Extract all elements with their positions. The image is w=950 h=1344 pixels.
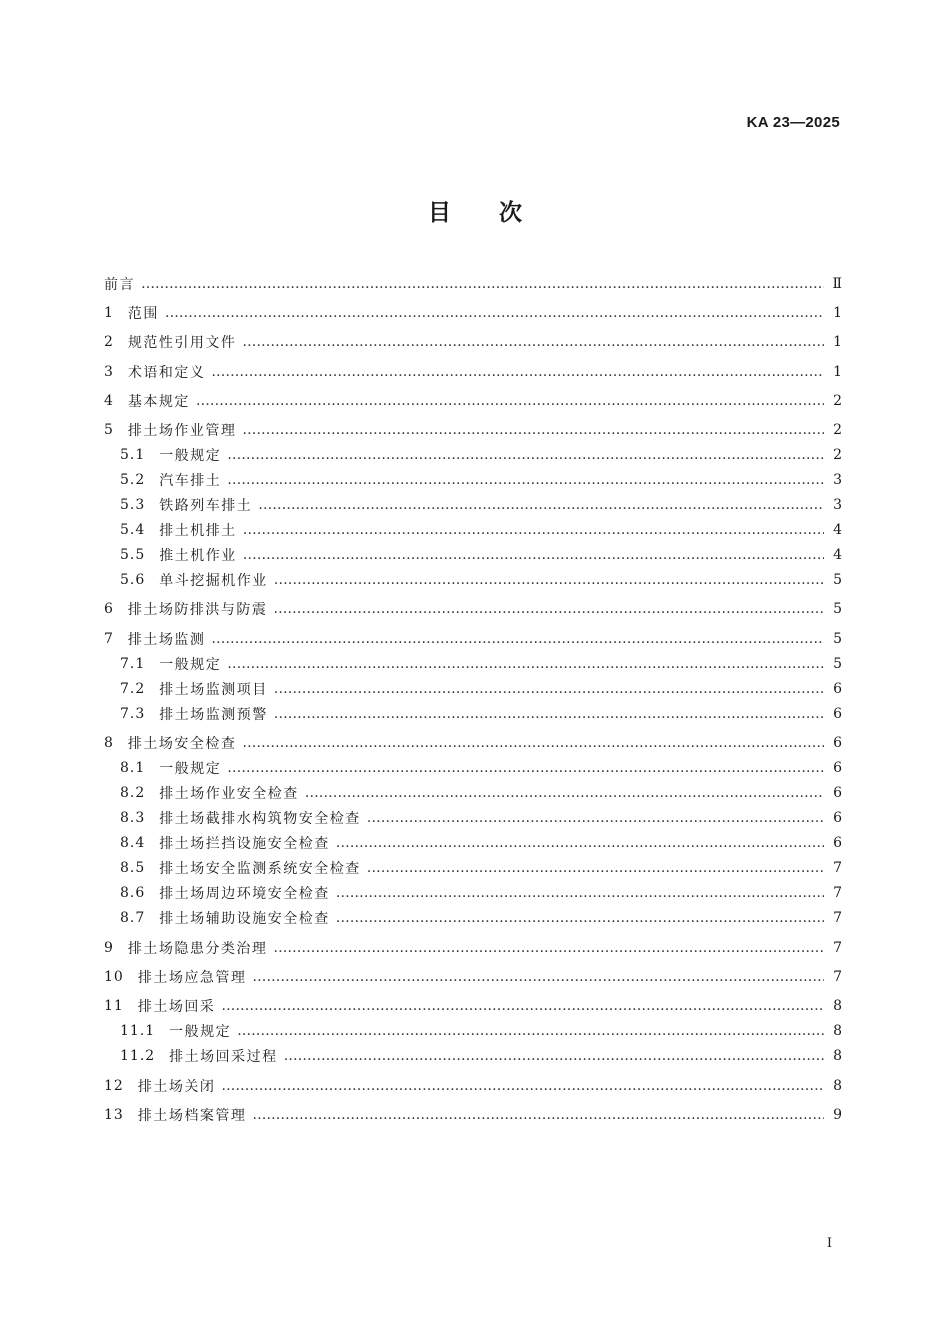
dot-leader <box>165 305 824 321</box>
toc-entry-number: 11 <box>104 998 124 1014</box>
toc-entry[interactable] <box>104 597 842 621</box>
toc-entry-page: 6 <box>833 735 842 751</box>
dot-leader <box>242 735 824 751</box>
dot-leader <box>273 601 824 617</box>
toc-entry-label: 排土场截排水构筑物安全检查 <box>159 811 361 827</box>
toc-entry-page: 4 <box>833 522 842 538</box>
dot-leader <box>242 422 824 438</box>
toc-entry[interactable] <box>120 493 842 517</box>
toc-entry-page: 2 <box>833 447 842 463</box>
standard-code: KA 23—2025 <box>746 114 840 131</box>
toc-entry-number: 12 <box>104 1078 124 1094</box>
toc-entry-page: 5 <box>833 601 842 617</box>
toc-entry-label: 排土机排土 <box>159 523 237 539</box>
toc-entry[interactable] <box>104 360 842 384</box>
toc-entry-label: 范围 <box>127 306 159 322</box>
dot-leader <box>141 276 824 292</box>
toc-entry-page: 6 <box>833 681 842 697</box>
toc-entry-number: 7 <box>104 631 114 647</box>
toc-entry-number: 7.2 <box>120 681 146 697</box>
toc-entry-page: 4 <box>833 547 842 563</box>
toc-entry[interactable] <box>120 518 842 542</box>
dot-leader <box>274 572 824 588</box>
dot-leader <box>336 835 824 851</box>
toc-entry[interactable] <box>120 652 842 676</box>
toc-entry[interactable] <box>120 781 842 805</box>
toc-entry-page: 6 <box>833 760 842 776</box>
toc-entry-number: 8.1 <box>120 760 146 776</box>
toc-entry[interactable] <box>120 443 842 467</box>
toc-entry-page: 7 <box>833 969 842 985</box>
dot-leader <box>227 656 824 672</box>
toc-entry-number: 3 <box>104 364 114 380</box>
toc-entry-number: 1 <box>104 305 114 321</box>
toc-entry-page: 6 <box>833 810 842 826</box>
toc-entry-page: 6 <box>833 785 842 801</box>
toc-entry-label: 一般规定 <box>169 1024 232 1040</box>
toc-entry-page: 1 <box>833 334 842 350</box>
toc-entry-number: 5.3 <box>120 497 146 513</box>
toc-entry-label: 排土场回采 <box>137 999 216 1015</box>
toc-entry[interactable] <box>104 731 842 755</box>
toc-entry[interactable] <box>104 965 842 989</box>
dot-leader <box>221 998 824 1014</box>
toc-entry-label: 单斗挖掘机作业 <box>159 573 268 589</box>
toc-entry-number: 8.7 <box>120 910 146 926</box>
toc-entry-label: 基本规定 <box>127 394 190 410</box>
toc-entry-label: 推土机作业 <box>159 548 237 564</box>
toc-entry[interactable] <box>104 994 842 1018</box>
toc-entry[interactable] <box>120 1044 842 1068</box>
dot-leader <box>211 631 824 647</box>
toc-entry-number: 11.2 <box>120 1048 156 1064</box>
toc-entry-page: 7 <box>833 860 842 876</box>
toc-entry[interactable] <box>120 831 842 855</box>
toc-entry[interactable] <box>104 1074 842 1098</box>
toc-entry-page: 3 <box>833 497 842 513</box>
toc-entry-label: 排土场防排洪与防震 <box>127 602 268 618</box>
dot-leader <box>221 1078 824 1094</box>
toc-entry-number: 8.3 <box>120 810 146 826</box>
toc-entry[interactable] <box>104 1103 842 1127</box>
toc-entry[interactable] <box>120 856 842 880</box>
dot-leader <box>252 1107 824 1123</box>
toc-entry-label: 排土场回采过程 <box>169 1049 278 1065</box>
dot-leader <box>252 969 824 985</box>
toc-entry-page: 5 <box>833 631 842 647</box>
toc-entry[interactable] <box>104 272 842 296</box>
toc-entry[interactable] <box>104 627 842 651</box>
toc-entry-label: 一般规定 <box>159 657 222 673</box>
toc-entry-number: 2 <box>104 334 114 350</box>
dot-leader <box>243 547 824 563</box>
toc-entry-number: 8.5 <box>120 860 146 876</box>
toc-entry[interactable] <box>120 906 842 930</box>
toc-entry-label: 排土场监测 <box>127 632 206 648</box>
toc-entry-label: 排土场监测预警 <box>159 707 268 723</box>
toc-entry-page: 1 <box>833 305 842 321</box>
toc-entry-number: 5.4 <box>120 522 146 538</box>
toc-entry-number: 5 <box>104 422 114 438</box>
toc-entry-label: 排土场周边环境安全检查 <box>159 886 330 902</box>
toc-entry-number: 8 <box>104 735 114 751</box>
dot-leader <box>274 681 824 697</box>
toc-entry-label: 一般规定 <box>159 761 222 777</box>
toc-entry-label: 一般规定 <box>159 448 222 464</box>
toc-entry-page: 2 <box>833 422 842 438</box>
toc-entry-number: 13 <box>104 1107 124 1123</box>
toc-entry-label: 排土场作业管理 <box>127 423 237 439</box>
toc-entry-label: 排土场监测项目 <box>159 682 268 698</box>
toc-entry-number: 11.1 <box>120 1023 156 1039</box>
toc-entry-page: 8 <box>833 1048 842 1064</box>
dot-leader <box>336 910 824 926</box>
toc-entry-page: 3 <box>833 472 842 488</box>
dot-leader <box>336 885 824 901</box>
toc-entry-label: 规范性引用文件 <box>127 335 237 351</box>
toc-entry-number: 7.1 <box>120 656 146 672</box>
toc-entry[interactable] <box>120 468 842 492</box>
dot-leader <box>196 393 824 409</box>
toc-entry-page: 1 <box>833 364 842 380</box>
toc-entry[interactable] <box>104 936 842 960</box>
dot-leader <box>367 860 824 876</box>
dot-leader <box>273 940 824 956</box>
toc-entry[interactable] <box>104 330 842 354</box>
toc-entry-label: 排土场拦挡设施安全检查 <box>159 836 330 852</box>
toc-entry-number: 5.1 <box>120 447 146 463</box>
toc-entry[interactable] <box>104 389 842 413</box>
toc-entry-label: 术语和定义 <box>127 365 206 381</box>
toc-entry-number: 5.5 <box>120 547 146 563</box>
toc-entry-number: 8.4 <box>120 835 146 851</box>
toc-entry-label: 铁路列车排土 <box>159 498 253 514</box>
toc-entry-label: 排土场关闭 <box>137 1079 216 1095</box>
toc-entry[interactable] <box>104 301 842 325</box>
toc-entry-page: 8 <box>833 1023 842 1039</box>
toc-entry-number: 9 <box>104 940 114 956</box>
toc-entry-page: 5 <box>833 572 842 588</box>
toc-entry[interactable] <box>120 702 842 726</box>
toc-entry-label: 排土场应急管理 <box>137 970 247 986</box>
toc-entry-label: 排土场作业安全检查 <box>159 786 299 802</box>
dot-leader <box>274 706 824 722</box>
toc-entry-page: 6 <box>833 706 842 722</box>
toc-entry[interactable] <box>120 677 842 701</box>
toc-entry-label: 排土场辅助设施安全检查 <box>159 911 330 927</box>
toc-entry-label: 汽车排土 <box>159 473 222 489</box>
toc-entry-label: 排土场安全监测系统安全检查 <box>159 861 361 877</box>
toc-entry-label: 前言 <box>104 277 135 293</box>
dot-leader <box>227 760 824 776</box>
toc-entry-page: 9 <box>833 1107 842 1123</box>
dot-leader <box>227 472 824 488</box>
toc-entry-number: 8.6 <box>120 885 146 901</box>
toc-entry-number: 8.2 <box>120 785 146 801</box>
dot-leader <box>305 785 824 801</box>
dot-leader <box>237 1023 824 1039</box>
toc-entry[interactable] <box>120 568 842 592</box>
toc-entry[interactable] <box>120 881 842 905</box>
toc-entry[interactable] <box>120 1019 842 1043</box>
toc-entry-number: 7.3 <box>120 706 146 722</box>
dot-leader <box>242 334 824 350</box>
toc-entry-page: Ⅱ <box>832 276 842 292</box>
toc-entry-page: 7 <box>833 910 842 926</box>
toc-entry-label: 排土场安全检查 <box>127 736 237 752</box>
toc-entry[interactable] <box>120 756 842 780</box>
dot-leader <box>367 810 824 826</box>
toc-entry-number: 5.6 <box>120 572 146 588</box>
toc-entry-label: 排土场隐患分类治理 <box>127 941 268 957</box>
dot-leader <box>243 522 824 538</box>
dot-leader <box>211 364 824 380</box>
toc-entry-page: 7 <box>833 940 842 956</box>
dot-leader <box>227 447 824 463</box>
toc-entry-page: 8 <box>833 998 842 1014</box>
toc-entry-number: 4 <box>104 393 114 409</box>
dot-leader <box>284 1048 824 1064</box>
toc-entry[interactable] <box>120 543 842 567</box>
toc-entry-page: 6 <box>833 835 842 851</box>
toc-entry-page: 2 <box>833 393 842 409</box>
dot-leader <box>258 497 824 513</box>
toc-entry-number: 10 <box>104 969 124 985</box>
toc-entry-page: 8 <box>833 1078 842 1094</box>
toc-entry[interactable] <box>104 418 842 442</box>
toc-entry-number: 5.2 <box>120 472 146 488</box>
page-number: I <box>826 1236 832 1251</box>
toc-entry-page: 7 <box>833 885 842 901</box>
toc-entry-label: 排土场档案管理 <box>137 1108 247 1124</box>
page-title: 目次 <box>428 200 570 226</box>
toc-entry-page: 5 <box>833 656 842 672</box>
toc-entry[interactable] <box>120 806 842 830</box>
toc-entry-number: 6 <box>104 601 114 617</box>
